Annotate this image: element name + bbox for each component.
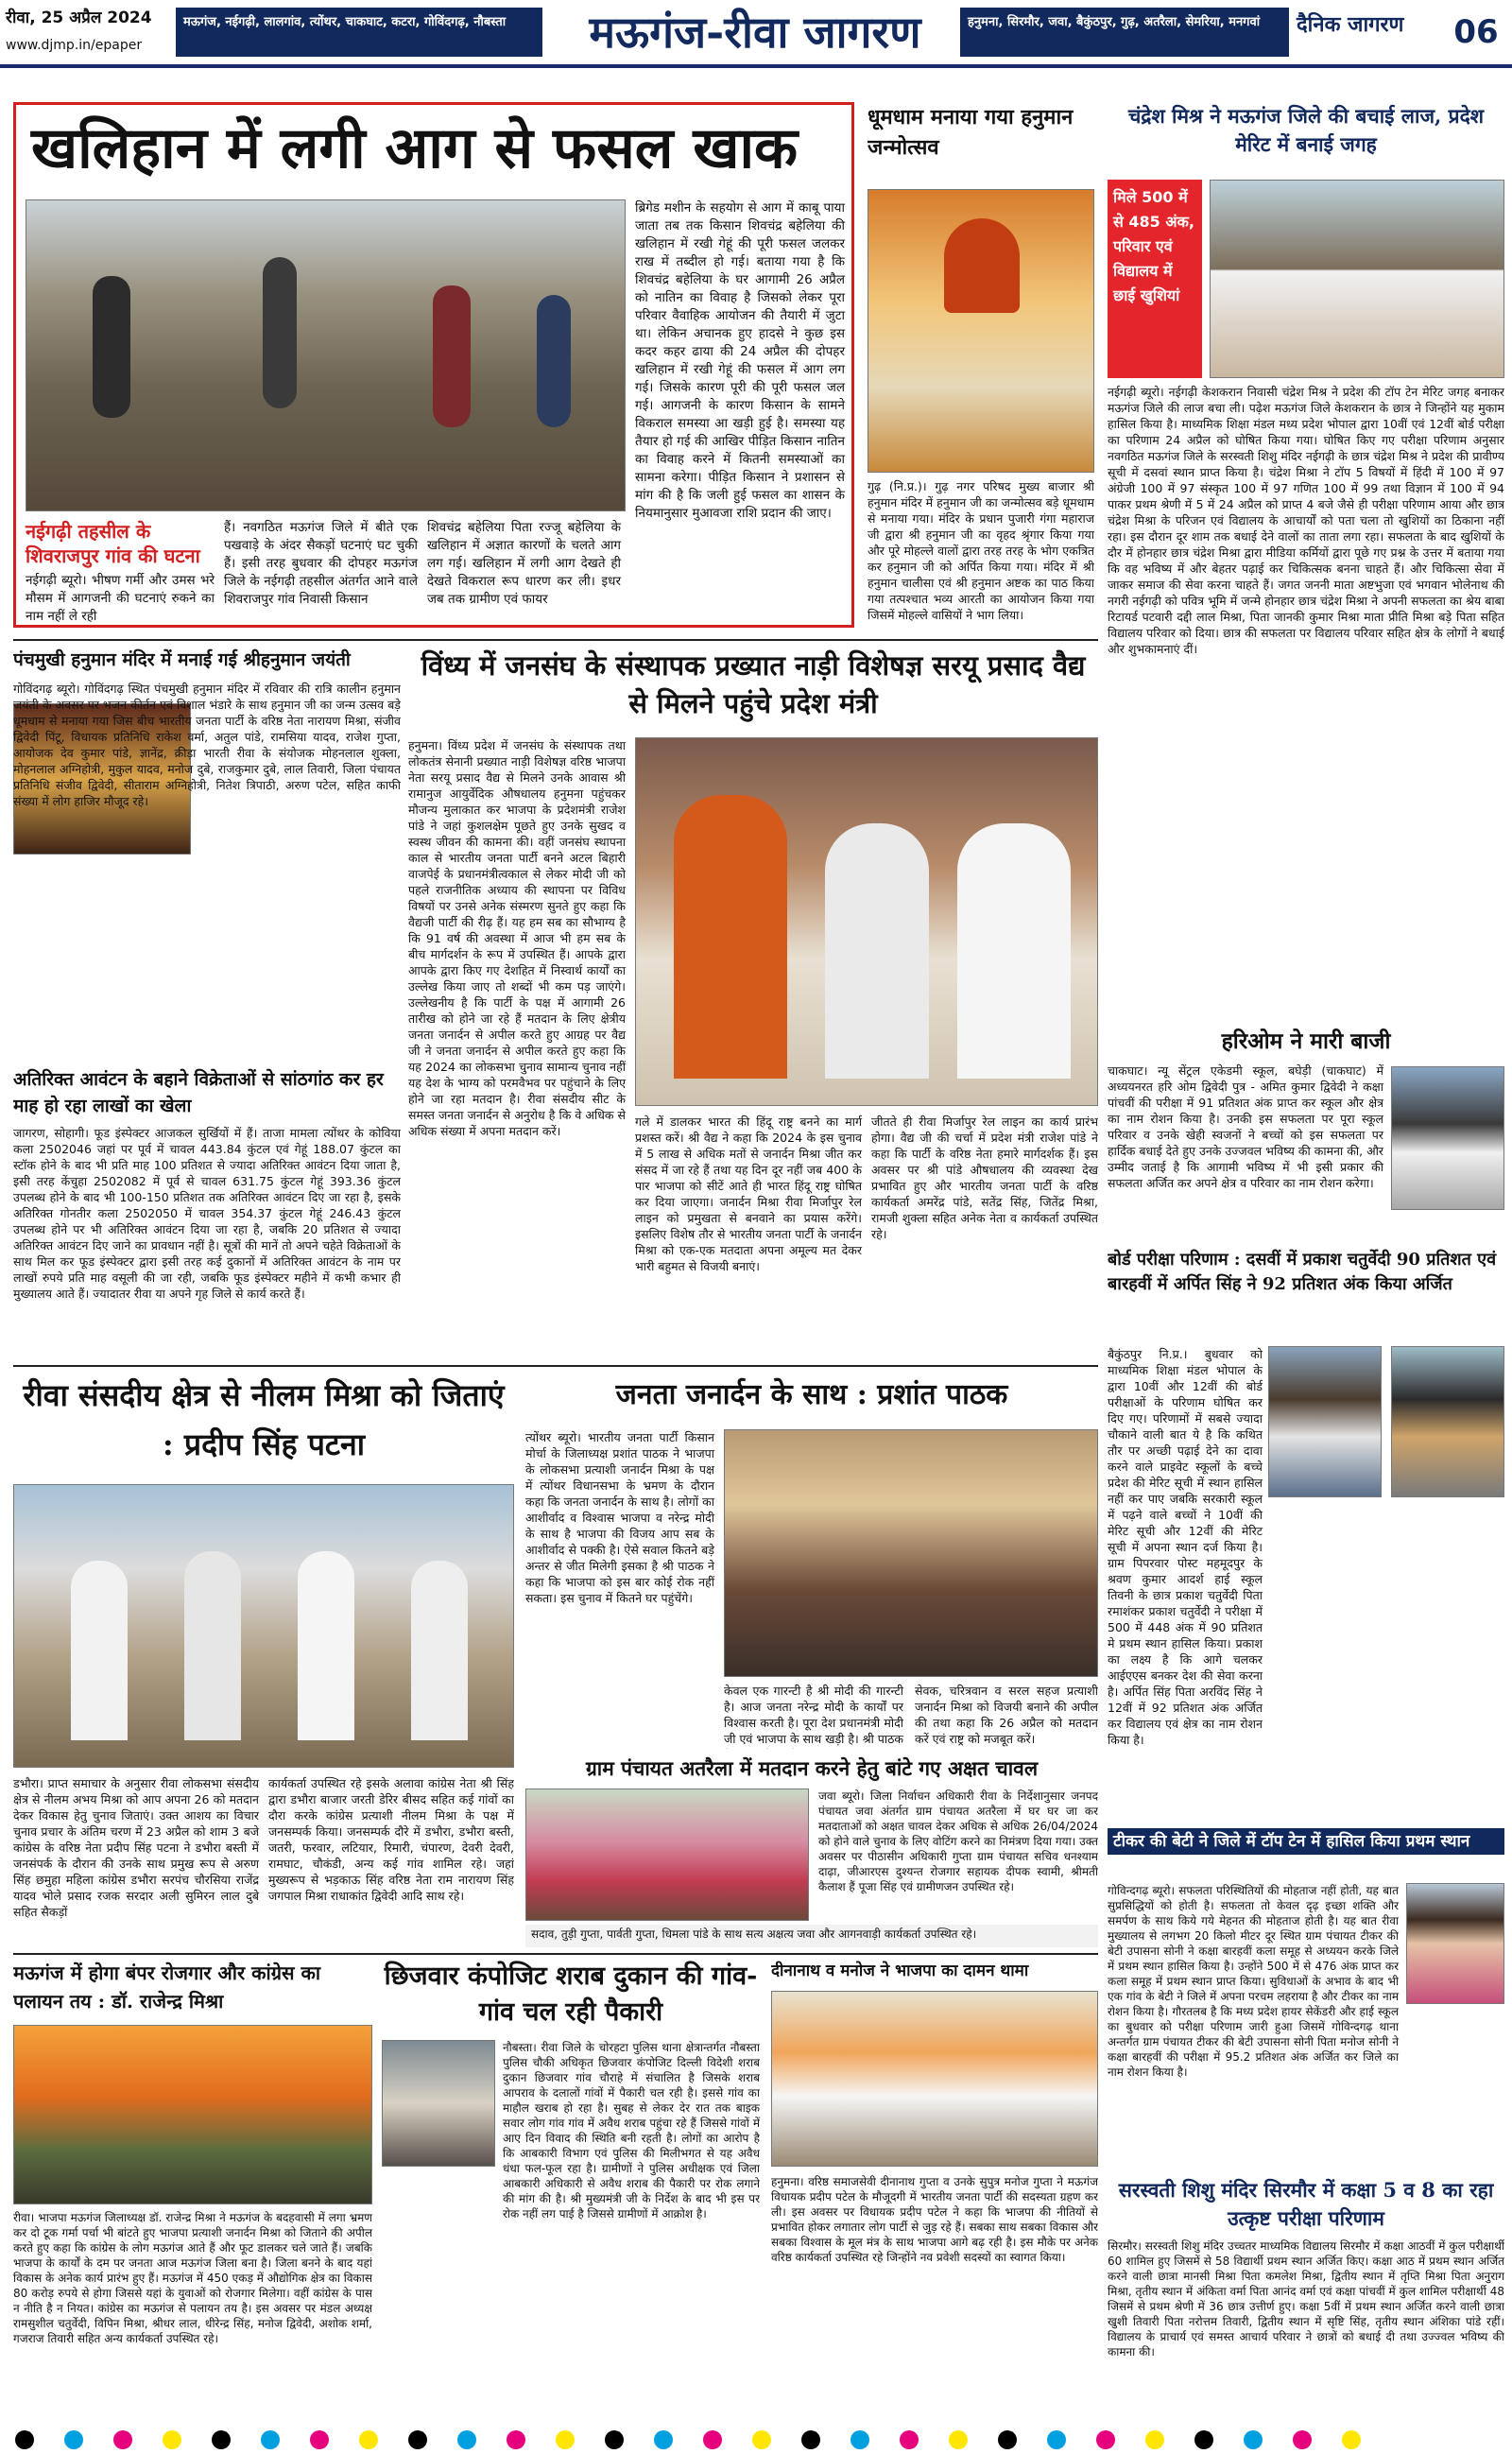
- highlight-box: मिले 500 में से 485 अंक, परिवार एवं विद्यालय में छाई खुशियां: [1108, 180, 1202, 378]
- region-tags-right: हनुमना, सिरमौर, जवा, बैकुंठपुर, गुढ़, अतरैला, सेमरिया, मनगवां: [960, 8, 1289, 57]
- body: गोविन्दगढ़ ब्यूरो। सफलता परिस्थितियों की मोहताज नहीं होती, यह बात सुप्रसिद्धियों को होती है। सफलता तो केवल दृढ़ इच्छा शक्ति और समर्पण के साथ किये गये मेहनत की मोहताज होती है। यह बात रीवा मुख्यालय से लगभग 20 किलो मीटर दूर स्थित ग्राम पंचायत टीकर की बेटी उपासना सोनी ने कक्षा बारहवीं कला समूह से अध्ययन करके जिले में प्रथम स्थान हासिल किया है। उन्होंने 500 में से 476 अंक प्राप्त कर कला समूह में प्रथम स्थान प्राप्त किया। सुविधाओं के अभाव के बाद भी एक गांव के बेटी ने जिले में अपना परचम लहराया है और टीकर का नाम रोशन किया है। गौरतलब है कि मध्य प्रदेश हायर सेकेंडरी और हाई स्कूल का बुधवार को परीक्षा परिणाम जारी हुआ जिसमें गोविन्दगढ़ थाना अन्तर्गत ग्राम पंचायत टीकर की बेटी उपासना सोनी पिता मनोज सोनी ने कक्षा बारहवीं की परीक्षा में 95.2 प्रतिशत अंक अर्जित कर जिले का नाम रोशन किया है।: [1108, 1884, 1399, 2079]
- shop-photo: [382, 2040, 495, 2167]
- body: जवा ब्यूरो। जिला निर्वाचन अधिकारी रीवा के निर्देशानुसार जनपद पंचायत जवा अंतर्गत ग्राम पंचायत अतरैला में घर घर जा कर मतदाताओं को अक्षत चावल देकर अधिक से अधिक 26/04/2024 को होने वाले चुनाव के लिए वोटिंग करने का निमंत्रण दिया गया। उक्त अवसर पर पीठासीन अधिकारी गुप्ता ग्राम पंचायत सचिव धनश्याम दाढ़ा, जीआरएस दुश्यन्त रोजगार सहायक दीपक स्वामी, श्रीमती कैलाश हैं पूजा सिंह एवं ग्रामीणजन उपस्थित रहे।: [818, 1789, 1098, 1893]
- page-number: 06: [1453, 13, 1499, 51]
- felicitation-photo: [1210, 180, 1504, 378]
- body: नईगढ़ी ब्यूरो। नईगढ़ी केशकरान निवासी चंद्रेश मिश्र ने प्रदेश की टॉप टेन मेरिट जगह बनाकर मऊगंज जिले की लाज बचा ली। पढ़ेश मऊगंज जिले केशकरान के छात्र ने जिन्होंने यह मुकाम हासिल किया है। माध्यमिक शिक्षा मंडल मध्य प्रदेश भोपाल द्वारा 10वीं एवं 12वीं बोर्ड परीक्षा का परिणाम 24 अप्रैल को घोषित किया गया। घोषित किए गए परीक्षा परिणाम अनुसार नवगठित मऊगंज जिले के सरस्वती शिशु मंदिर नईगढ़ी के छात्र चंद्रेश मिश्र ने प्रदेश की प्रावीण्य सूची में दसवां स्थान प्राप्त किया है। चंद्रेश मिश्रा ने टॉप 5 विषयों में हिंदी में 100 में 97 अंग्रेजी 100 में 97 संस्कृत 100 में 97 गणित 100 में 99 तथा विज्ञान में 100 में 94 पाकर प्रथम श्रेणी में 5 में 24 अप्रैल को प्राप्त 4 बजे जैसे ही परीक्षा परिणाम आया और छात्र चंद्रेश मिश्रा के परिजन एवं विद्यालय के आचार्यों को पता चला तो खुशियों का ठिकाना नहीं रहा। इस दौरान दूर शाम तक बधाई देने वालों का ताता लगा रहा। सफलता के बाद खुशियों के दौर में होनहार छात्र चंद्रेश मिश्रा द्वारा मीडिया कर्मियों द्वारा पूछे गए प्रश्न के उत्तर में बताया गया कि वह भविष्य में और बेहतर पढ़ाई कर चिकित्सक बनना चाहते हैं। और चिकित्सा सेवा में जाकर समाज की सेवा करना चाहते हैं। जगत जननी माता अष्टभुजा एवं भगवान भोलेनाथ की नगरी नईगढ़ी को पवित्र भूमि में जन्मे होनहार छात्र चंद्रेश मिश्रा ने अपनी सफलता का श्रेय बाबा रिटायर्ड पटवारी दद्दी लाल मिश्रा, पिता जानकी कुमार मिश्रा माता प्रीति मिश्रा बड़े पिता सहित विद्यालय परिवार को दिया। छात्र की सफलता पर विद्यालय परिवार सहित क्षेत्र के लोगों ने बधाई और शुभकामनाएं दीं।: [1108, 385, 1504, 656]
- story-neelam-mishra: [13, 1371, 514, 1947]
- body-col-1: डभौरा। प्राप्त समाचार के अनुसार रीवा लोकसभा संसदीय क्षेत्र से नीलम अभय मिश्रा को आप अपना 26 को मतदान देकर विकास हेतु चुनाव जिताएं। उक्त आशय का विचार चुनाव प्रचार के अंतिम चरण में 23 अप्रैल को शाम 3 बजे कांग्रेस के वरिष्ठ नेता प्रदीप सिंह पटना ने डभौरा बस्ती में जनसंपर्क के दौरान की उनके साथ प्रमुख रूप से अरुण सिंह छमुहा महिला कांग्रेस डभौरा सरपंच चौरसिया राजेंद्र यादव भोले प्रसाद रजक सरदार अली सुमिरन लाल दुबे सहित सैकड़ों: [13, 1776, 259, 1919]
- headline: विंध्य में जनसंघ के संस्थापक प्रख्यात नाड़ी विशेषज्ञ सरयू प्रसाद वैद्य से मिलने पहुंचे प्रदेश मंत्री: [421, 649, 1086, 719]
- temple-photo: [868, 189, 1094, 473]
- headline: बोर्ड परीक्षा परिणाम : दसवीं में प्रकाश चतुर्वेदी 90 प्रतिशत एवं बारहवीं में अर्पित सिंह ने 92 प्रतिशत अंक किया अर्जित: [1108, 1250, 1497, 1294]
- field-fire-photo: [26, 199, 626, 511]
- body: रीवा। भाजपा मऊगंज जिलाध्यक्ष डॉ. राजेन्द्र मिश्रा ने मऊगंज के बदहवासी में लगा भ्रमण कर दो टूक गर्मा पर्चा भी बांटते हुए भाजपा प्रत्याशी जनार्दन मिश्रा को जिताने की अपील करते हुए कहा कि कांग्रेस के लोग मऊगंज आते हैं और फूट डालकर चले जाते हैं। जबकि भाजपा के कार्यों के दम पर जनता आज मऊगंज जिला बना है। जिला बनने के बाद यहां विकास के अनेक कार्य प्रारंभ हुए हैं। मऊगंज में 450 एकड़ में औद्योगिक क्षेत्र का विकास 80 करोड़ रुपये से होगा जिससे यहां के युवाओं को रोजगार मिलेगा। वहीं कांग्रेस के पास न नीति है न नियत। कांग्रेस का मऊगंज से पलायन तय है। इस अवसर पर मंडल अध्यक्ष रामसुशील चतुर्वेदी, विपिन मिश्रा, श्रीधर लाल, धीरेन्द्र सिंह, मनोज द्विवेदी, अशोक शर्मा, गजराज तिवारी सहित अन्य कार्यकर्ता उपस्थित रहे।: [13, 2211, 372, 2345]
- story-chandresh-merit: [1108, 102, 1504, 1019]
- para-2: हैं। नवगठित मऊगंज जिले में बीते एक पखवाड़े के अंदर सैकड़ों घटनाएं घट चुकी हैं। इसी तरह बुधवार की दोपहर मऊगंज जिले के नईगढ़ी तहसील अंतर्गत आने वाले शिवराजपुर गांव निवासी किसान: [224, 520, 418, 607]
- headline: छिजवार कंपोजिट शराब दुकान की गांव-गांव चल रही पैकारी: [384, 1961, 758, 2027]
- headline: अतिरिक्त आवंटन के बहाने विक्रेताओं से सांठगांठ कर हर माह हो रहा लाखों का खेला: [13, 1069, 384, 1116]
- headline: खलिहान में लगी आग से फसल खाक: [31, 115, 799, 181]
- headline: पंचमुखी हनुमान मंदिर में मनाई गई श्रीहनुमान जयंती: [13, 649, 351, 670]
- story-rajendra-mishra: [13, 1959, 372, 2422]
- prakash-photo: [1268, 1346, 1382, 1497]
- headline: टीकर की बेटी ने जिले में टॉप टेन में हासिल किया प्रथम स्थान: [1108, 1828, 1504, 1855]
- body: हनुमना। वरिष्ठ समाजसेवी दीनानाथ गुप्ता व उनके सुपुत्र मनोज गुप्ता ने मऊगंज विधायक प्रदीप पटेल के मौजूदगी में भारतीय जनता पार्टी की सदस्यता ग्रहण कर ली। इस अवसर पर विधायक प्रदीप पटेल ने कहा कि भाजपा की नीतियों से प्रभावित होकर लगातार लोग पार्टी से जुड़ रहे हैं। सबका साथ सबका विकास और सबका विश्वास के मूल मंत्र के साथ भाजपा आगे बढ़ रही है। इस मौके पर अनेक वरिष्ठ कार्यकर्ता उपस्थित रहे जिन्होंने नव प्रवेशी सदस्यों का स्वागत किया।: [771, 2175, 1098, 2264]
- body: त्योंथर ब्यूरो। भारतीय जनता पार्टी किसान मोर्चा के जिलाध्यक्ष प्रशांत पाठक ने भाजपा के लोकसभा प्रत्याशी जनार्दन मिश्रा के पक्ष में त्योंथर विधानसभा के भ्रमण के दौरान कहा कि जनता जनार्दन के साथ है। लोगों का आशीर्वाद व विश्वास भाजपा व नरेन्द्र मोदी के साथ है भाजपा की विजय आप सब के आशीर्वाद से पक्की है। ऐसे सवाल कितने बड़े अन्तर से जीत मिलेगी इसका है श्री पाठक ने कहा कि भाजपा को इस बार कोई रोक नहीं सकता। इस चुनाव में कितने घर पहुंचेंगे।: [525, 1430, 714, 1605]
- body: बैकुंठपुर नि.प्र.। बुधवार को माध्यमिक शिक्षा मंडल भोपाल के द्वारा 10वीं और 12वीं की बोर्ड परीक्षाओं के परिणाम घोषित कर दिए गए। परिणामों में सबसे ज्यादा चौकाने वाली बात ये है कि कथित तौर पर अच्छी पढ़ाई देने का दावा करने वाले प्राइवेट स्कूलों के बच्चे प्रदेश की मेरिट सूची में स्थान हासिल नहीं कर पाए जबकि सरकारी स्कूल में पढ़ने वाले बच्चों ने 10वीं की मेरिट सूची और 12वीं की मेरिट सूची में अपना स्थान दर्ज किया है। ग्राम पिपरवार पोस्ट महमूदपुर के श्रवण कुमार आदर्श हाई स्कूल तिवनी के छात्र प्रकाश चतुर्वेदी पिता रमाशंकर प्रकाश चतुर्वेदी ने परीक्षा में 500 में 448 अंक में 90 प्रतिशत मे प्रथम स्थान हासिल किया। प्रकाश का लक्ष्य है कि आगे चलकर आईएएस बनकर देश की सेवा करना है। अर्पित सिंह पिता अरविंद सिंह ने 12वीं में 92 प्रतिशत अंक अर्जित कर विद्यालय एवं क्षेत्र का नाम रोशन किया है।: [1108, 1347, 1263, 1747]
- headline: मऊगंज में होगा बंपर रोजगार और कांग्रेस का पलायन तय : डॉ. राजेन्द्र मिश्रा: [13, 1961, 320, 2013]
- divider: [13, 1953, 1098, 1955]
- caption-2: सेवक, चरित्रवान व सरल सहज प्रत्याशी जनार्दन मिश्रा को विजयी बनाने की अपील की तथा कहा कि 26 अप्रैल को मतदान करें एवं राष्ट्र को मजबूत करें।: [915, 1684, 1098, 1746]
- divider: [13, 1365, 1098, 1367]
- caption-1: केवल एक गारन्टी है श्री मोदी की गारन्टी है। आज जनता नरेन्द्र मोदी के कार्यों पर विश्वास करती है। पूरा देश प्रधानमंत्री मोदी जी एवं भाजपा के साथ खड़ी है। श्री पाठक: [724, 1684, 903, 1746]
- headline: दीनानाथ व मनोज ने भाजपा का दामन थामा: [771, 1961, 1029, 1980]
- masthead-title: मऊगंज-रीवा जागरण: [589, 7, 921, 58]
- crowd-photo: [724, 1429, 1098, 1677]
- body: सिरमौर। सरस्वती शिशु मंदिर उच्चतर माध्यमिक विद्यालय सिरमौर में कक्षा आठवीं में कुल परीक्षार्थी 60 शामिल हुए जिसमें से 58 विद्यार्थी प्रथम स्थान अर्जित किए। कक्षा आठ में प्रथम स्थान अर्जित करने वाली छात्रा मानसी मिश्रा पिता कमलेश मिश्रा, द्वितीय स्थान में तृप्ति मिश्रा पिता अनुराग मिश्रा, तृतीय स्थान में अंकिता वर्मा पिता आनंद वर्मा एवं कक्षा पांचवीं में कुल शामिल परीक्षार्थी 48 जिसमें से प्रथम श्रेणी में 36 छात्र उत्तीर्ण हुए। कक्षा 5वीं में प्रथम स्थान अर्जित करने वाली छात्रा खुशी तिवारी पिता नरोत्तम तिवारी, द्वितीय स्थान में सृष्टि सिंह, तृतीय स्थान अंशिका पांडे रहीं। विद्यालय के प्राचार्य एवं समस्त आचार्य परिवार ने छात्रों को बधाई दी तथा उज्ज्वल भविष्य की कामना की।: [1108, 2239, 1504, 2359]
- headline: ग्राम पंचायत अतरैला में मतदान करने हेतु बांटे गए अक्षत चावल: [585, 1756, 1039, 1780]
- headline: हरिओम ने मारी बाजी: [1221, 1028, 1391, 1054]
- story-hanuman-janmotsav: [868, 102, 1094, 628]
- story-hariom: [1108, 1027, 1504, 1244]
- meeting-photo: [635, 737, 1098, 1106]
- story-field-fire: [13, 102, 854, 628]
- photo-caption: सदाव, तुड़ी गुप्ता, पार्वती गुप्ता, धिमला पांडे के साथ सत्य अक्षत्य जवा और आगनवाड़ी कार्यकर्ता उपस्थित रहे।: [525, 1925, 1098, 1947]
- headline: धूमधाम मनाया गया हनुमान जन्मोत्सव: [868, 105, 1074, 160]
- women-group-photo: [525, 1789, 809, 1921]
- body-col-3: जीतते ही रीवा मिर्जापुर रेल लाइन का कार्य प्रारंभ होगा। वैद्य जी की चर्चा में प्रदेश मंत्री राजेश पांडे ने कहा कि पार्टी के वरिष्ठ नेता हमारे मार्गदर्शक हैं। इस अवसर पर श्री पांडे औषधालय की व्यवस्था देख प्रभावित हुए और भारतीय जनता पार्टी के वरिष्ठ कार्यकर्ता अमरेंद्र पांडे, सतेंद्र सिंह, जितेंद्र मिश्रा, रामजी शुक्ला सहित अनेक नेता व कार्यकर्ता उपस्थित रहे।: [871, 1115, 1098, 1241]
- body: चाकघाट। न्यू सेंट्रल एकेडमी स्कूल, बघेड़ी (चाकघाट) में अध्ययनरत हरि ओम द्विवेदी पुत्र - अमित कुमार द्विवेदी ने कक्षा पांचवीं की परीक्षा में 91 प्रतिशत अंक प्राप्त कर स्कूल और क्षेत्र का नाम रोशन किया है। उनकी इस सफलता पर पूरा स्कूल परिवार व उनके खेही स्वजनों ने बच्चों को इस सफलता पर हार्दिक बधाई देते हुए उनके उज्जवल भविष्य की कामना की, और उम्मीद जताई है कि आगामी भविष्य में भी इसी प्रकार की सफलता अर्जित कर अपने क्षेत्र व परिवार का नाम रोशन करेगा।: [1108, 1063, 1383, 1190]
- arpit-photo: [1391, 1346, 1504, 1497]
- print-registration-marks: [0, 2426, 1512, 2454]
- divider: [13, 639, 1098, 641]
- body-col-2: गले में डालकर भारत की हिंदू राष्ट्र बनने का मार्ग प्रशस्त करें। श्री वैद्य ने कहा कि 2024 के इस चुनाव में 5 लाख से अधिक मतों से जनार्दन मिश्रा जीत कर संसद में जा रहे हैं तथा यह दिन दूर नहीं जब 400 के पार भाजपा को सीटें आते ही भारत हिंदू राष्ट्र घोषित कर दिया जाएगा। जनार्दन मिश्रा रीवा मिर्जापुर रेल लाइन को प्रमुखता से बनवाने का प्रयास करेंगे। इसलिए विशेष तौर से भारतीय जनता पार्टी के जनार्दन मिश्रा को एक-एक मतदाता अपना अमूल्य मत देकर भारी बहुमत से विजयी बनाएं।: [635, 1115, 862, 1273]
- body: गोविंदगढ़ ब्यूरो। गोविंदगढ़ स्थित पंचमुखी हनुमान मंदिर में रविवार की रात्रि कालीन हनुमान जयंती के अवसर पर भजन कीर्तन एवं विशाल भंडारे के साथ हनुमान जी का जन्म उत्सव बड़े धूमधाम से मनाया गया जिस बीच भारतीय जनता पार्टी के वरिष्ठ नेता नारायण मिश्रा, संजीव द्विवेदी पिंटू, विधायक प्रतिनिधि राकेश वर्मा, अतुल पांडे, रामसिया यादव, राजेश गुप्ता, आयोजक देव कुमार पांडे, ज्ञानेंद्र, क्रीड़ा भारती रीवा के संयोजक मोहनलाल शुक्ला, मोहनलाल अग्निहोत्री, मुकुल यादव, मनोज दुबे, राजकुमार दुबे, लाल तिवारी, जिला पंचायत प्रतिनिधि संजीव द्विवेदी, सीताराम अग्निहोत्री, नितेश त्रिपाठी, अरुण पटेल, सहित काफी संख्या में लोग हाजिर मौजूद रहे।: [13, 682, 401, 808]
- rally-photo: [13, 2025, 372, 2204]
- headline: चंद्रेश मिश्र ने मऊगंज जिले की बचाई लाज, प्रदेश मेरिट में बनाई जगह: [1127, 104, 1485, 156]
- para-1: नईगढ़ी ब्यूरो। भीषण गर्मी और उमस भरे मौसम में आगजनी की घटनाएं रुकने का नाम नहीं ले रही: [26, 573, 215, 624]
- story-food-inspector: [13, 1066, 401, 1361]
- story-board-results: [1108, 1248, 1504, 1824]
- body: जागरण, सोहागी। फूड इंस्पेक्टर आजकल सुर्खियों में हैं। ताजा मामला त्योंथर के कोविया कला 2502046 जहां पर पूर्व में चावल 443.84 कुंटल एवं गेहूं 188.07 कुंटल का स्टॉक होने के बाद भी प्रति माह 100 प्रतिशत से ज्यादा अतिरिक्त आवंटन दिया जाता है, इसी तरह केंचुहा 2502082 में पूर्व से चावल 631.75 कुंटल गेहूं 393.36 कुंटल उपलब्ध होने के बाद भी 100-150 प्रतिशत तक अतिरिक्त आवंटन दिए जा रहा है, इसके अतिरिक्त गोनतीर कला 2502050 में चावल 354.37 कुंटल गेहूं 246.43 कुंटल उपलब्ध होने पर भी अतिरिक्त आवंटन दिया जा रहा है, जबकि 20 प्रतिशत से ज्यादा अतिरिक्त आवंटन दिए जाने का प्रावधान नहीं है। सूत्रों की मानें तो अपने चहेते विक्रेताओं के साथ मिल कर फूड इंस्पेक्टर द्वारा इसी तरह कई दुकानों में अतिरिक्त आवंटन के नाम पर लाखों रुपये प्रति माह वसूली की जा रही, जबकि फूड इंस्पेक्टर महीने में कभी कभार ही मुख्यालय आते हैं। ज्यादातर रीवा या अपने गृह जिले से कार्य करते हैं।: [13, 1126, 401, 1301]
- upasana-photo: [1406, 1883, 1504, 2004]
- epaper-url[interactable]: www.djmp.in/epaper: [6, 38, 143, 53]
- body-col-2: कार्यकर्ता उपस्थित रहे इसके अलावा कांग्रेस नेता श्री सिंह द्वारा डभौरा बाजार जरती डेरिर बीसद सहित कई गांवों का दौरा करके कांग्रेस प्रत्याशी नीलम मिश्रा के पक्ष में जनसम्पर्क किया। जनसम्पर्क दौरे में डभौरा, डभौरा बस्ती, जतरी, फरवार, लटियार, रिमारी, चंपारण, देवरी देवरी, रामघाट, चौकंडी, अन्य कई गांव शामिल रहे। जहां मुख्यरूप से भड़काऊ सिंह वरिष्ठ नेता राम नारायण सिंह जगपाल मिश्रा राधाकांत द्विवेदी आदि साथ रहे।: [268, 1776, 514, 1903]
- headline: सरस्वती शिशु मंदिर सिरमौर में कक्षा 5 व 8 का रहा उत्कृष्ट परीक्षा परिणाम: [1118, 2178, 1494, 2230]
- body-col-1: हनुमना। विंध्य प्रदेश में जनसंघ के संस्थापक तथा लोकतंत्र सेनानी प्रख्यात नाड़ी विशेषज्ञ वरिष्ठ भाजपा नेता सरयू प्रसाद वैद्य से मिलने उनके आवास श्री रामानुज आयुर्वेदिक औषधालय हनुमना पहुंचकर मौजन्य मुलाकात कर भाजपा के प्रदेशमंत्री राजेश पांडे ने जहां कुशलक्षेम पूछते हुए उनके सुखद व स्वस्थ जीवन की कामना की। वहीं जनसंघ स्थापना काल से भारतीय जनता पार्टी बनने अटल बिहारी वाजपेई के प्रधानमंत्रीत्वकाल से लेकर मोदी जी को पहले राजनीतिक अध्याय की स्थापना पर विविध विषयों पर उनसे अनेक संस्मरण सुनते हुए कहा कि वैद्यजी पार्टी की रीढ़ हैं। यह हम सब का सौभाग्य है कि 91 वर्ष की अवस्था में आज भी हम सब के बीच मार्गदर्शन के रूप में उपस्थित हैं। आपके द्वारा आपके द्वारा किए गए देशहित में निस्वार्थ कार्यों का उल्लेख किया जाए तो शब्दों भी कम पड़ जाएंगे। उल्लेखनीय है कि पार्टी के पक्ष में आगामी 26 तारीख को होने जा रहे हैं मतदान के लिए क्षेत्रीय जनता जनार्दन से अपील करते हुए आग्रह पर वैद्य जी ने जनता जनार्दन से अपील करते हुए कहा कि यह 2024 का लोकसभा चुनाव सामान्य चुनाव नहीं यह देश के भाग्य को परमवैभव पर पहुंचाने के लिए होने जा रहा मतदान है। रीवा संसदीय सीट के समस्त जनता जनार्दन से अनुरोध है कि वे अधिक से अधिक संख्या में अपना मतदान करें।: [408, 738, 626, 1138]
- story-atraila-akshat: [525, 1754, 1098, 1947]
- campaign-photo: [13, 1484, 514, 1768]
- story-dinanath-joins-bjp: [771, 1959, 1098, 2422]
- issue-date: रीवा, 25 अप्रैल 2024: [6, 9, 152, 27]
- joining-photo: [771, 1991, 1098, 2167]
- page-header: [0, 0, 1512, 68]
- headline: रीवा संसदीय क्षेत्र से नीलम मिश्रा को जिताएं : प्रदीप सिंह पटना: [23, 1377, 505, 1462]
- story-panchmukhi-hanuman: [13, 647, 401, 1063]
- student-photo: [1391, 1066, 1504, 1210]
- story-chhijwar-liquor: [382, 1959, 760, 2422]
- story-tikar-daughter: [1108, 1828, 1504, 2170]
- newspaper-name: दैनिक जागरण: [1297, 12, 1404, 37]
- body: गुढ़ (नि.प्र.)। गुढ़ नगर परिषद मुख्य बाजार श्री हनुमान मंदिर में हनुमान जी का जन्मोत्सव बड़े धूमधाम से मनाया गया। मंदिर के प्रधान पुजारी गंगा महाराज जी द्वारा श्री हनुमान जी का वृहद श्रृंगार किया गया और पूरे मोहल्ले वालों द्वारा तरह तरह के भोग एकत्रित कर हनुमान जी को अर्पित किया गया। मंदिर में श्री हनुमान चालीसा एवं श्री हनुमान अष्टक का पाठ किया गया तत्पश्चात भव्य आरती का आयोजन किया गया जिसमें मोहल्ले वासियों ने भाग लिया।: [868, 479, 1094, 622]
- region-tags-left: मऊगंज, नईगढ़ी, लालगांव, त्योंथर, चाकघाट, कटरा, गोविंदगढ़, नौबस्ता: [176, 8, 542, 57]
- body: नौबस्ता। रीवा जिले के चोरहटा पुलिस थाना क्षेत्रान्तर्गत नौबस्ता पुलिस चौकी अधिकृत छिजवार कंपोजिट दिल्ली विदेशी शराब दुकान छिजवार गांव चौराहे में संचालित है जिसके शराब आपराव के दलालों गांवों में पैकारी चल रही है। इससे गांव का माहौल खराब हो रहा है। सुबह से लेकर देर रात तक बाइक सवार लोग गांव गांव में अवैध शराब पहुंचा रहे हैं जिससे गांवों में आए दिन विवाद की स्थिति बनी रहती है। लोगों का आरोप है कि आबकारी विभाग एवं पुलिस की मिलीभगत से यह अवैध धंधा फल-फूल रहा है। ग्रामीणों ने पुलिस अधीक्षक एवं जिला आबकारी अधिकारी से अवैध शराब की पैकारी पर रोक लगाने की मांग की है। श्री मुख्यमंत्री जी के निर्देश के बाद भी इस पर रोक नहीं लग पाई है जिससे ग्रामीणों में आक्रोश है।: [503, 2041, 760, 2221]
- story-prashant-pathak: [525, 1371, 1098, 1749]
- para-3: शिवचंद्र बहेलिया पिता रज्जू बहेलिया के खलिहान में अज्ञात कारणों के चलते आग लग गई। खलिहान में लगी आग देखते ही देखते विकराल रूप धारण कर ली। इधर जब तक ग्रामीण एवं फायर: [427, 520, 621, 607]
- story-saryu-prasad-vaidya: [408, 647, 1098, 1361]
- para-4: ब्रिगेड मशीन के सहयोग से आग में काबू पाया जाता तब तक किसान शिवचंद्र बहेलिया की खलिहान में रखी गेहूं की पूरी फसल जलकर राख में तब्दील हो गई। बताया गया है कि शिवचंद्र बहेलिया के घर आगामी 26 अप्रैल को नातिन का विवाह है जिसको लेकर पूरा परिवार वैवाहिक आयोजन की तैयारी में जुटा था। लेकिन अचानक हुए हादसे ने कुछ इस कदर कहर ढाया की 24 अप्रैल की दोपहर खलिहान में रखी गेहूं की फसल में आग लग गई। जिसके कारण पूरी की पूरी फसल जल गई। आगजनी के कारण किसान के सामने विकराल समस्या आ खड़ी हुई है। समस्या यह तैयार हो गई की आखिर पीड़ित किसान नातिन का विवाह करने में कितनी समस्याओं का सामना करेगा। पीड़ित किसान ने प्रशासन से मांग की है कि जली हुई फसल का शासन के नियमानुसार मुआवजा राशि प्रदान की जाए।: [635, 200, 845, 521]
- story-sirmour-results: [1108, 2176, 1504, 2422]
- headline: जनता जनार्दन के साथ : प्रशांत पाठक: [615, 1378, 1008, 1411]
- subhead: नईगढ़ी तहसील के शिवराजपुर गांव की घटना: [26, 520, 200, 567]
